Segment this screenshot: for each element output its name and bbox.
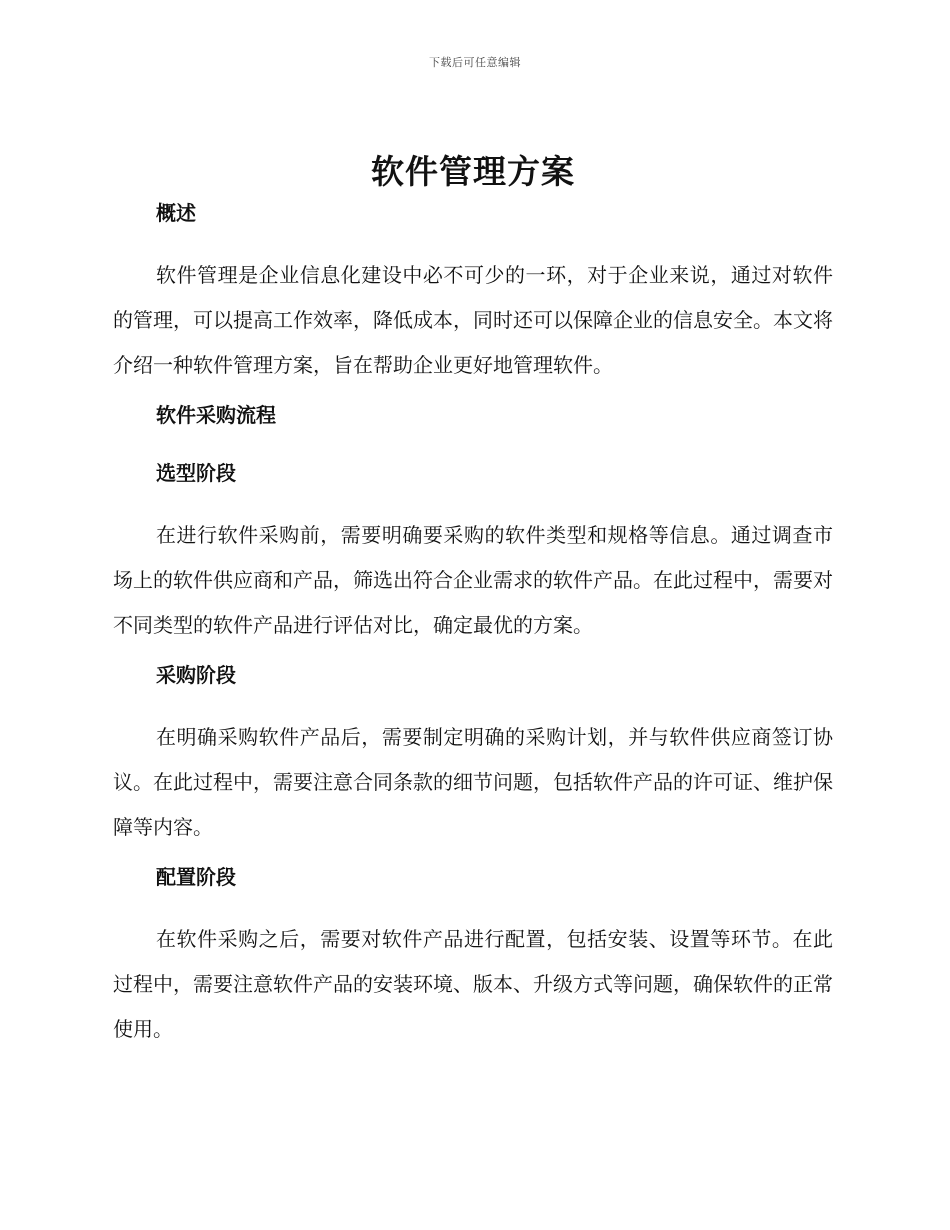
document-body: [113, 148, 833, 1052]
purchase-heading: 采购阶段: [156, 663, 236, 687]
header-note: 下载后可任意编辑: [429, 56, 521, 69]
selection-heading: 选型阶段: [156, 461, 236, 485]
selection-paragraph: 在进行软件采购前，需要明确要采购的软件类型和规格等信息。通过调查市场上的软件供应商和产品，筛选出符合企业需求的软件产品。在此过程中，需要对不同类型的软件产品进行评估对比，确定最优的方案。: [113, 523, 833, 637]
purchase-paragraph: 在明确采购软件产品后，需要制定明确的采购计划，并与软件供应商签订协议。在此过程中，需要注意合同条款的细节问题，包括软件产品的许可证、维护保障等内容。: [113, 725, 833, 839]
overview-paragraph: 软件管理是企业信息化建设中必不可少的一环，对于企业来说，通过对软件的管理，可以提高工作效率，降低成本，同时还可以保障企业的信息安全。本文将介绍一种软件管理方案，旨在帮助企业更好地管理软件。: [113, 263, 833, 377]
config-heading: 配置阶段: [156, 865, 236, 889]
overview-heading: 概述: [156, 201, 196, 225]
config-paragraph: 在软件采购之后，需要对软件产品进行配置，包括安装、设置等环节。在此过程中，需要注意软件产品的安装环境、版本、升级方式等问题，确保软件的正常使用。: [113, 927, 833, 1041]
document-title: 软件管理方案: [371, 152, 575, 191]
procurement-heading: 软件采购流程: [156, 403, 276, 427]
